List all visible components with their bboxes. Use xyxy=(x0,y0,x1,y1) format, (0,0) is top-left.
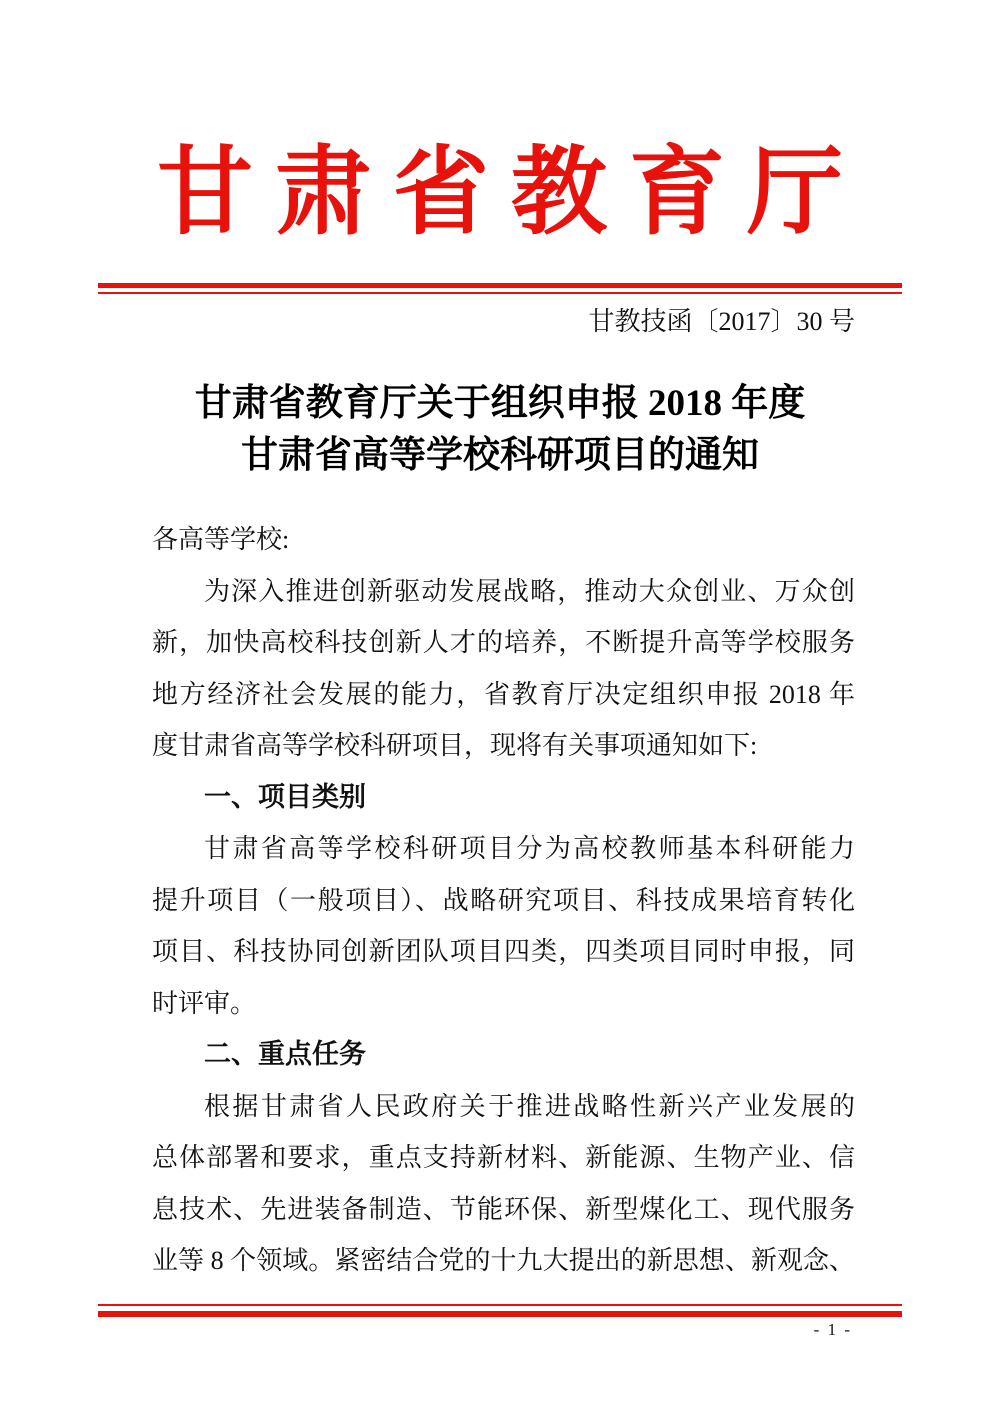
document-title-line2: 甘肃省高等学校科研项目的通知 xyxy=(241,435,759,476)
header-rule-thin-line xyxy=(98,292,902,294)
footer-rule-thick-line xyxy=(98,1311,902,1317)
body-line: 根据甘肃省人民政府关于推进战略性新兴产业发展的 xyxy=(204,1091,855,1121)
page-number: - 1 - xyxy=(813,1320,852,1339)
header-rule xyxy=(98,283,902,294)
body-line: 甘肃省高等学校科研项目分为高校教师基本科研能力 xyxy=(204,834,855,863)
body-line: 时评审。 xyxy=(152,988,257,1018)
body-line: 项目、科技协同创新团队项目四类，四类项目同时申报，同 xyxy=(152,937,855,966)
document-title xyxy=(0,378,1000,482)
section-heading: 二、重点任务 xyxy=(204,1039,366,1069)
document-body xyxy=(152,514,855,1287)
body-line: 提升项目（一般项目）、战略研究项目、科技成果培育转化 xyxy=(152,885,855,915)
section-heading: 一、项目类别 xyxy=(204,781,366,812)
body-line: 度甘肃省高等学校科研项目，现将有关事项通知如下: xyxy=(152,731,758,760)
document-number: 甘教技函〔2017〕30 号 xyxy=(588,307,855,336)
body-line: 业等 8 个领域。紧密结合党的十九大提出的新思想、新观念、 xyxy=(152,1246,855,1275)
letterhead-title: 甘肃省教育厅 xyxy=(157,139,865,246)
body-line: 息技术、先进装备制造、节能环保、新型煤化工、现代服务 xyxy=(152,1194,855,1224)
body-line: 各高等学校: xyxy=(152,525,290,554)
body-line: 新，加快高校科技创新人才的培养，不断提升高等学校服务 xyxy=(152,628,855,657)
footer-rule-thin-line xyxy=(98,1304,902,1306)
body-line: 总体部署和要求，重点支持新材料、新能源、生物产业、信 xyxy=(152,1143,855,1172)
document-title-line1: 甘肃省教育厅关于组织申报 2018 年度 xyxy=(194,383,806,424)
body-line: 为深入推进创新驱动发展战略，推动大众创业、万众创 xyxy=(204,576,855,606)
body-line: 地方经济社会发展的能力，省教育厅决定组织申报 2018 年 xyxy=(152,679,855,709)
header-rule-thick-line xyxy=(98,283,902,288)
footer-rule xyxy=(98,1304,902,1317)
